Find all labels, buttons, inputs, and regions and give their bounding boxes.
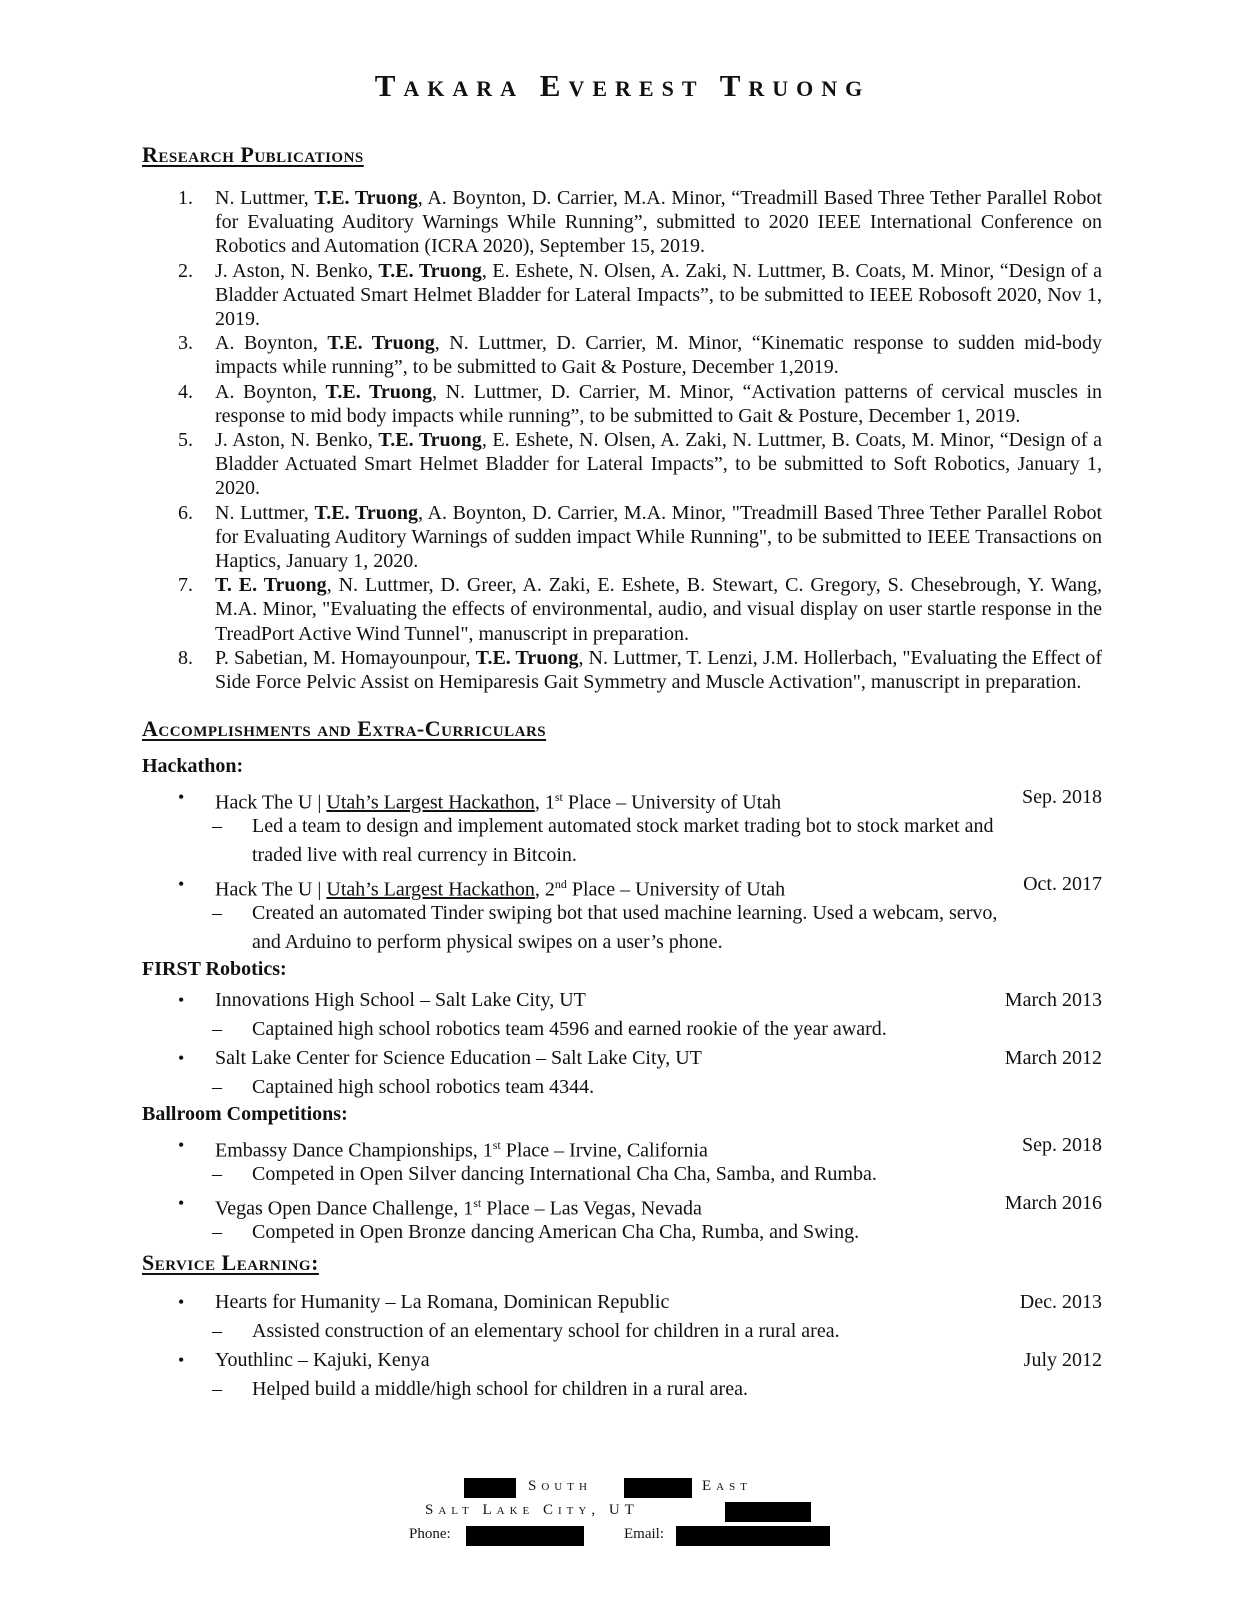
- address-street-part: East: [702, 1478, 752, 1494]
- section-heading-publications: Research Publications: [142, 142, 364, 167]
- publication-number: 8.: [178, 646, 193, 669]
- entry-description: – Captained high school robotics team 4344.: [252, 1073, 1092, 1102]
- entry-date: Sep. 2018: [1022, 1134, 1102, 1156]
- dash-marker: –: [212, 1378, 222, 1400]
- author-name-highlight: T.E. Truong: [378, 429, 482, 452]
- entry-title: Vegas Open Dance Challenge, 1st Place – Las Vegas, Nevada: [215, 1196, 702, 1220]
- entry-title: Salt Lake Center for Science Education – Salt Lake City, UT: [215, 1047, 702, 1069]
- entry-description: – Competed in Open Silver dancing International Cha Cha, Samba, and Rumba.: [252, 1160, 1092, 1189]
- redaction-block: [464, 1478, 516, 1498]
- bullet-marker: •: [178, 1048, 185, 1068]
- dash-marker: –: [212, 815, 222, 837]
- publication-number: 4.: [178, 380, 193, 403]
- redaction-block: [466, 1526, 584, 1546]
- address-city: Salt Lake City, UT: [425, 1502, 639, 1518]
- publication-item: 5. J. Aston, N. Benko, T.E. Truong, E. Eshete, N. Olsen, A. Zaki, N. Luttmer, B. Coats, M. Minor, “Design of a Bladder Actuated Smart Helmet Bladder for Lateral Impacts”, to be submitted to Soft Robotics, January 1, 2020.: [178, 429, 1103, 500]
- bullet-marker: •: [178, 990, 185, 1010]
- entry-title: Youthlinc – Kajuki, Kenya: [215, 1349, 430, 1371]
- dash-marker: –: [212, 1018, 222, 1040]
- phone-label: Phone:: [409, 1526, 451, 1542]
- hackathon-link[interactable]: Utah’s Largest Hackathon: [326, 878, 535, 901]
- subheading-ballroom: Ballroom Competitions:: [142, 1103, 348, 1125]
- publication-item: 8. P. Sabetian, M. Homayounpour, T.E. Truong, N. Luttmer, T. Lenzi, J.M. Hollerbach, "Evaluating the Effect of Side Force Pelvic Assist on Hemiparesis Gait Symmetry and Muscle Activation", manuscript in preparation.: [178, 646, 1102, 694]
- entry-title: Hack The U | Utah’s Largest Hackathon, 2nd Place – University of Utah: [215, 877, 786, 901]
- redaction-block: [624, 1478, 692, 1498]
- publication-item: 4. A. Boynton, T.E. Truong, N. Luttmer, D. Carrier, M. Minor, “Activation patterns of cervical muscles in response to mid body impacts while running”, to be submitted to Gait & Posture, December 1, 2019.: [178, 380, 1103, 427]
- bullet-marker: •: [178, 1292, 185, 1312]
- author-name-highlight: T. E. Truong: [215, 574, 327, 597]
- entry-title: Hearts for Humanity – La Romana, Dominican Republic: [215, 1291, 670, 1313]
- entry-date: Oct. 2017: [1023, 873, 1102, 895]
- entry-date: Dec. 2013: [1019, 1291, 1102, 1313]
- dash-marker: –: [212, 1076, 222, 1098]
- publication-item: 1. N. Luttmer, T.E. Truong, A. Boynton, D. Carrier, M.A. Minor, “Treadmill Based Three Tether Parallel Robot for Evaluating Auditory Warnings While Running”, submitted to 2020 IEEE International Conference on Robotics and Automation (ICRA 2020), September 15, 2019.: [178, 187, 1102, 258]
- publication-number: 7.: [178, 574, 193, 597]
- entry-title: Innovations High School – Salt Lake City, UT: [215, 989, 586, 1011]
- author-name-highlight: T.E. Truong: [378, 259, 482, 282]
- candidate-name: Takara Everest Truong: [374, 68, 871, 103]
- entry-description-continued: traded live with real currency in Bitcoin.: [252, 844, 577, 866]
- publication-number: 3.: [178, 332, 193, 355]
- author-name-highlight: T.E. Truong: [327, 332, 435, 355]
- publication-number: 2.: [178, 259, 193, 282]
- entry-date: July 2012: [1023, 1349, 1102, 1371]
- author-name-highlight: T.E. Truong: [475, 646, 579, 669]
- hackathon-link[interactable]: Utah’s Largest Hackathon: [326, 791, 535, 814]
- dash-marker: –: [212, 1163, 222, 1185]
- entry-description: – Competed in Open Bronze dancing American Cha Cha, Rumba, and Swing.: [252, 1218, 1092, 1247]
- address-street-part: South: [528, 1478, 592, 1494]
- dash-marker: –: [212, 1221, 222, 1243]
- entry-description: – Created an automated Tinder swiping bot that used machine learning. Used a webcam, servo,: [252, 899, 1092, 928]
- redaction-block: [725, 1502, 811, 1522]
- publication-number: 6.: [178, 501, 193, 524]
- author-name-highlight: T.E. Truong: [314, 501, 418, 524]
- publication-item: 3. A. Boynton, T.E. Truong, N. Luttmer, D. Carrier, M. Minor, “Kinematic response to sudden mid-body impacts while running”, to be submitted to Gait & Posture, December 1,2019.: [178, 332, 1103, 379]
- bullet-marker: •: [178, 787, 185, 807]
- subheading-hackathon: Hackathon:: [142, 755, 244, 777]
- bullet-marker: •: [178, 874, 185, 894]
- email-label: Email:: [624, 1526, 664, 1542]
- entry-date: March 2013: [1004, 989, 1102, 1011]
- entry-description: – Led a team to design and implement automated stock market trading bot to stock market and: [252, 812, 1092, 841]
- section-heading-service: Service Learning:: [142, 1250, 319, 1275]
- entry-date: March 2012: [1004, 1047, 1102, 1069]
- entry-description: – Captained high school robotics team 4596 and earned rookie of the year award.: [252, 1015, 1092, 1044]
- author-name-highlight: T.E. Truong: [314, 187, 418, 209]
- publication-number: 5.: [178, 429, 193, 452]
- redaction-block: [676, 1526, 830, 1546]
- publication-number: 1.: [178, 187, 193, 209]
- entry-date: March 2016: [1004, 1192, 1102, 1214]
- section-heading-accomplishments: Accomplishments and Extra-Curriculars: [142, 716, 547, 741]
- dash-marker: –: [212, 1320, 222, 1342]
- bullet-marker: •: [178, 1350, 185, 1370]
- entry-title: Embassy Dance Championships, 1st Place – Irvine, California: [215, 1138, 708, 1162]
- publication-item: 6. N. Luttmer, T.E. Truong, A. Boynton, D. Carrier, M.A. Minor, "Treadmill Based Three Tether Parallel Robot for Evaluating Auditory Warnings of sudden impact While Running", to be submitted to IEEE Transactions on Haptics, January 1, 2020.: [178, 501, 1103, 573]
- publications-list: [142, 186, 1102, 694]
- publication-item: 7. T. E. Truong, N. Luttmer, D. Greer, A. Zaki, E. Eshete, B. Stewart, C. Gregory, S. Chesebrough, Y. Wang, M.A. Minor, "Evaluating the effects of environmental, audio, and visual display on user startle response in the TreadPort Active Wind Tunnel", manuscript in preparation.: [178, 574, 1103, 645]
- entry-date: Sep. 2018: [1022, 786, 1102, 808]
- publication-item: 2. J. Aston, N. Benko, T.E. Truong, E. Eshete, N. Olsen, A. Zaki, N. Luttmer, B. Coats, M. Minor, “Design of a Bladder Actuated Smart Helmet Bladder for Lateral Impacts”, to be submitted to IEEE Robosoft 2020, Nov 1, 2019.: [178, 259, 1103, 331]
- bullet-marker: •: [178, 1135, 185, 1155]
- entry-title: Hack The U | Utah’s Largest Hackathon, 1st Place – University of Utah: [215, 790, 782, 814]
- entry-description: – Assisted construction of an elementary school for children in a rural area.: [252, 1317, 1092, 1346]
- author-name-highlight: T.E. Truong: [325, 380, 432, 403]
- bullet-marker: •: [178, 1193, 185, 1213]
- entry-description: – Helped build a middle/high school for children in a rural area.: [252, 1375, 1092, 1404]
- entry-description-continued: and Arduino to perform physical swipes on a user’s phone.: [252, 931, 723, 953]
- dash-marker: –: [212, 902, 222, 924]
- subheading-first-robotics: FIRST Robotics:: [142, 958, 287, 980]
